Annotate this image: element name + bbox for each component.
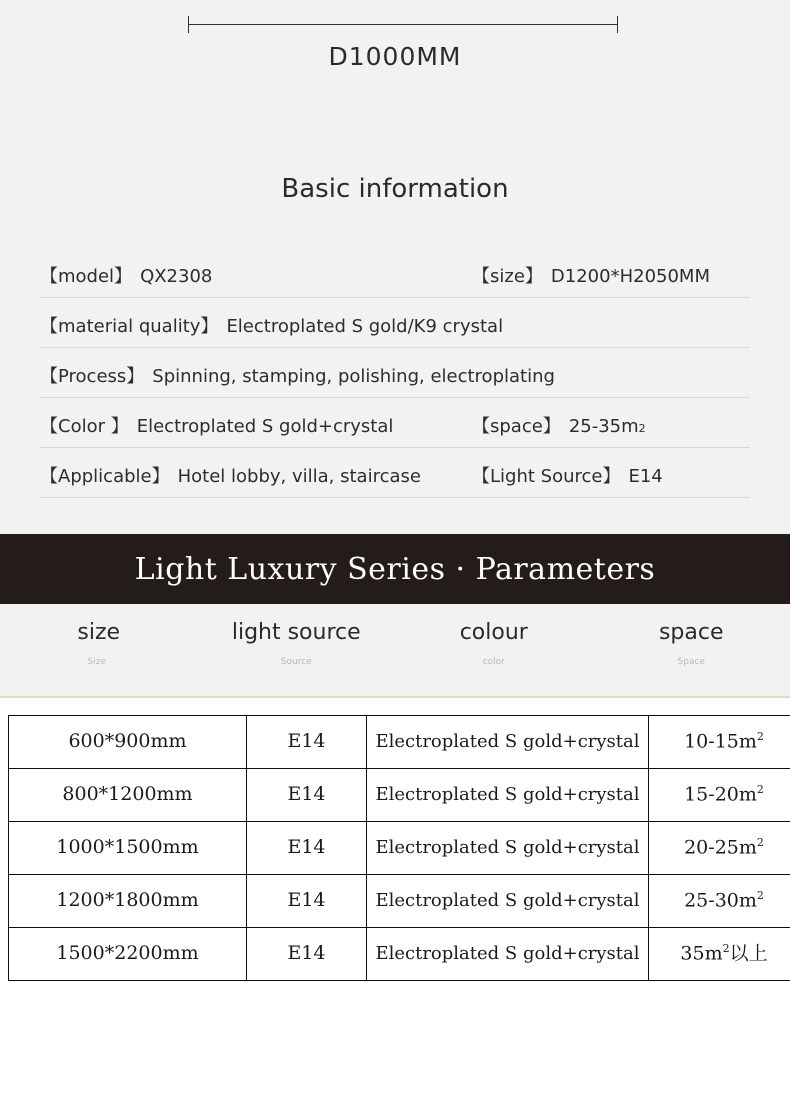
cell-space: [649, 928, 790, 981]
spec-row: [40, 448, 750, 498]
dimension-label: D1000MM: [328, 42, 462, 71]
spec-key: 【material quality】: [40, 316, 219, 337]
header-label: size: [77, 620, 121, 645]
series-banner-title: Light Luxury Series · Parameters: [134, 551, 656, 587]
dimension-end-cap-right: [617, 16, 618, 33]
dimension-header: [0, 0, 790, 96]
cell-size: 600*900mm: [9, 716, 247, 769]
cell-source: E14: [247, 928, 367, 981]
header-sublabel: Source: [280, 657, 312, 667]
spec-key: 【size】: [472, 266, 543, 287]
table-row: [9, 822, 790, 875]
table-row: [9, 769, 790, 822]
cell-source: E14: [247, 875, 367, 928]
header-column-space: [593, 604, 790, 696]
cell-space-value: 10-15m: [684, 730, 757, 753]
spec-value: Electroplated S gold/K9 crystal: [226, 316, 504, 337]
spec-row: [40, 248, 750, 298]
spec-row: [40, 348, 750, 398]
cell-space-superscript: 2: [756, 783, 764, 797]
series-banner: [0, 534, 790, 604]
header-column-light-source: [198, 604, 396, 696]
spec-item-color: [40, 412, 472, 438]
dimension-line: [188, 24, 618, 25]
header-sublabel: Size: [87, 657, 106, 667]
parameters-header-strip: [0, 604, 790, 698]
table-row: [9, 716, 790, 769]
spec-value: D1200*H2050MM: [550, 266, 710, 287]
spec-value: 25-35m: [568, 416, 639, 437]
spec-item-size: [472, 262, 750, 288]
table-row: [9, 875, 790, 928]
header-label: light source: [231, 620, 361, 645]
dimension-end-cap-left: [188, 16, 189, 33]
header-label: colour: [459, 620, 528, 645]
header-sublabel: Space: [677, 657, 705, 667]
spec-key: 【Process】: [40, 366, 145, 387]
basic-information-section: [0, 96, 790, 534]
cell-space-value: 20-25m: [684, 836, 757, 859]
cell-size: 1200*1800mm: [9, 875, 247, 928]
cell-space-superscript: 2: [756, 836, 764, 850]
cell-source: E14: [247, 716, 367, 769]
spec-key: 【model】: [40, 266, 133, 287]
spec-item-process: [40, 362, 750, 388]
header-column-colour: [395, 604, 593, 696]
cell-space-tail: 以上: [729, 942, 768, 965]
spec-item-applicable: [40, 462, 472, 488]
cell-size: 1000*1500mm: [9, 822, 247, 875]
spec-key: 【space】: [472, 416, 561, 437]
cell-space-superscript: 2: [756, 889, 764, 903]
cell-colour: Electroplated S gold+crystal: [367, 928, 649, 981]
spec-value-superscript: 2: [638, 422, 646, 435]
cell-space-value: 25-30m: [684, 889, 757, 912]
spec-key: 【Applicable】: [40, 466, 170, 487]
cell-space-value: 15-20m: [684, 783, 757, 806]
spec-row: [40, 298, 750, 348]
cell-colour: Electroplated S gold+crystal: [367, 822, 649, 875]
cell-space-superscript: 2: [722, 942, 730, 956]
table-row: [9, 928, 790, 981]
spec-value: Spinning, stamping, polishing, electroplating: [152, 366, 555, 387]
cell-colour: Electroplated S gold+crystal: [367, 875, 649, 928]
header-label: space: [658, 620, 724, 645]
spec-item-light-source: [472, 462, 750, 488]
cell-colour: Electroplated S gold+crystal: [367, 716, 649, 769]
header-column-size: [0, 604, 198, 696]
spec-item-model: [40, 262, 472, 288]
spec-value: E14: [628, 466, 663, 487]
spec-list: [40, 248, 750, 498]
cell-source: E14: [247, 822, 367, 875]
parameters-table: [8, 715, 790, 981]
spec-value: Electroplated S gold+crystal: [136, 416, 394, 437]
spec-value: Hotel lobby, villa, staircase: [177, 466, 421, 487]
cell-source: E14: [247, 769, 367, 822]
cell-size: 800*1200mm: [9, 769, 247, 822]
spec-key: 【Light Source】: [472, 466, 621, 487]
cell-space: [649, 822, 790, 875]
spec-key: 【Color 】: [40, 416, 129, 437]
header-sublabel: color: [482, 657, 505, 667]
spec-row: [40, 398, 750, 448]
cell-space: [649, 716, 790, 769]
cell-space: [649, 769, 790, 822]
cell-colour: Electroplated S gold+crystal: [367, 769, 649, 822]
basic-information-title: Basic information: [281, 174, 509, 204]
cell-space: [649, 875, 790, 928]
spec-item-space: [472, 412, 750, 438]
cell-space-value: 35m: [680, 942, 723, 965]
cell-size: 1500*2200mm: [9, 928, 247, 981]
spec-item-material-quality: [40, 312, 750, 338]
cell-space-superscript: 2: [756, 730, 764, 744]
spec-value: QX2308: [140, 266, 213, 287]
